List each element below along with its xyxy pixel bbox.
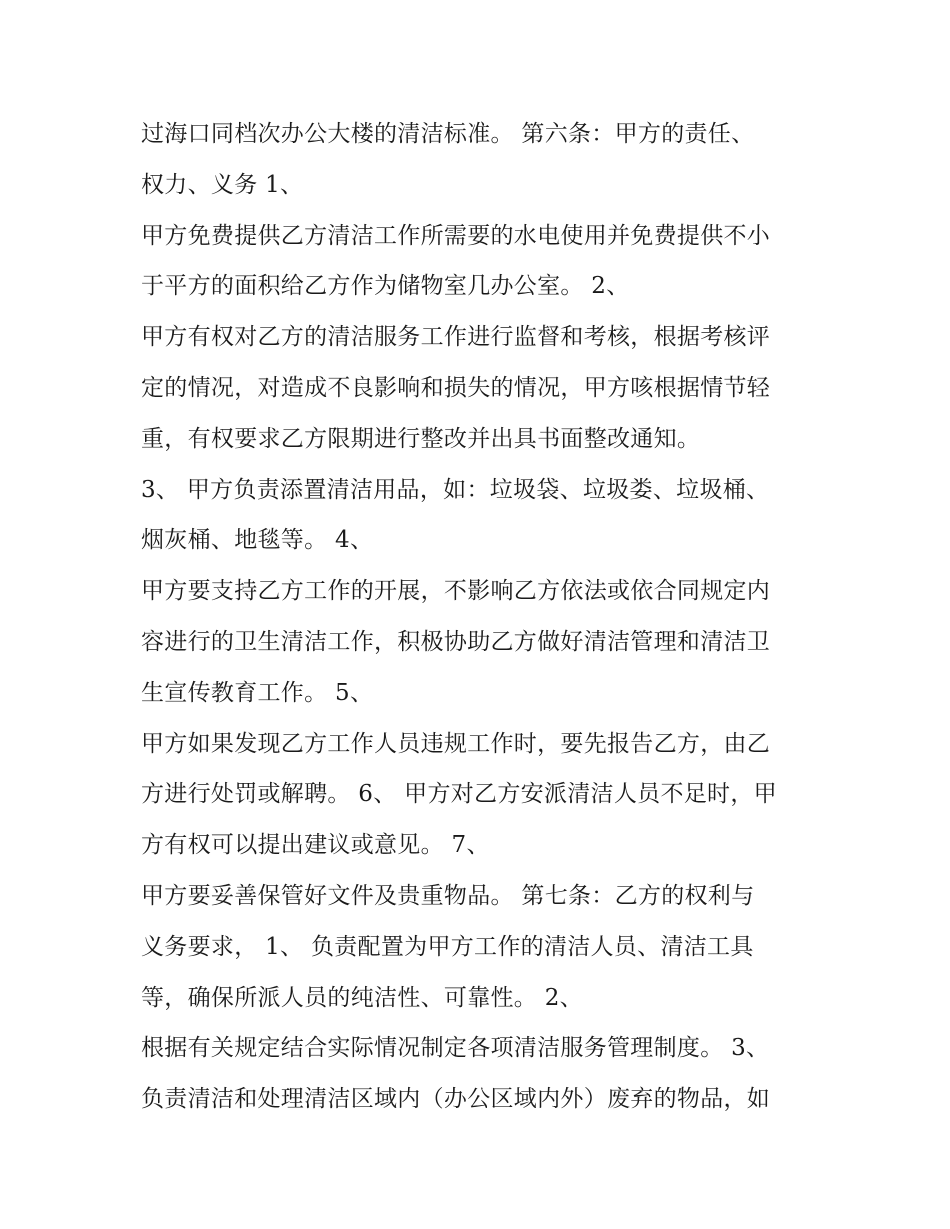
text-line: 过海口同档次办公大楼的清洁标准。 第六条：甲方的责任、 xyxy=(141,121,755,147)
text-line: 生宣传教育工作。 5、 xyxy=(141,679,374,706)
text-line: 于平方的面积给乙方作为储物室几办公室。 2、 xyxy=(141,273,630,300)
text-line: 甲方如果发现乙方工作人员违规工作时，要先报告乙方，由乙 xyxy=(141,730,771,757)
text-line: 方进行处罚或解聘。 6、 甲方对乙方安派清洁人员不足时，甲 xyxy=(141,781,777,808)
text-line: 容进行的卫生清洁工作，积极协助乙方做好清洁管理和清洁卫 xyxy=(141,628,771,655)
text-line: 义务要求， 1、 负责配置为甲方工作的清洁人员、清洁工具 xyxy=(141,933,754,960)
contract-body-text xyxy=(141,109,831,1125)
text-line: 等，确保所派人员的纯洁性、可靠性。 2、 xyxy=(141,984,583,1011)
text-line: 甲方要妥善保管好文件及贵重物品。 第七条：乙方的权利与 xyxy=(141,882,755,909)
text-line: 根据有关规定结合实际情况制定各项清洁服务管理制度。 3、 xyxy=(141,1035,770,1062)
text-line: 负责清洁和处理清洁区域内（办公区域内外）废弃的物品，如 xyxy=(141,1086,771,1113)
text-line: 甲方要支持乙方工作的开展，不影响乙方依法或依合同规定内 xyxy=(141,578,771,605)
text-line: 重，有权要求乙方限期进行整改并出具书面整改通知。 xyxy=(141,425,701,452)
text-line: 权力、义务 1、 xyxy=(141,171,304,198)
text-line: 3、 甲方负责添置清洁用品，如：垃圾袋、垃圾娄、垃圾桶、 xyxy=(141,476,770,503)
text-line: 甲方有权对乙方的清洁服务工作进行监督和考核，根据考核评 xyxy=(141,324,771,351)
text-line: 方有权可以提出建议或意见。 7、 xyxy=(141,832,490,859)
text-line: 甲方免费提供乙方清洁工作所需要的水电使用并免费提供不小 xyxy=(141,222,771,249)
text-line: 烟灰桶、地毯等。 4、 xyxy=(141,527,374,554)
text-line: 定的情况，对造成不良影响和损失的情况，甲方咳根据情节轻 xyxy=(141,374,771,401)
